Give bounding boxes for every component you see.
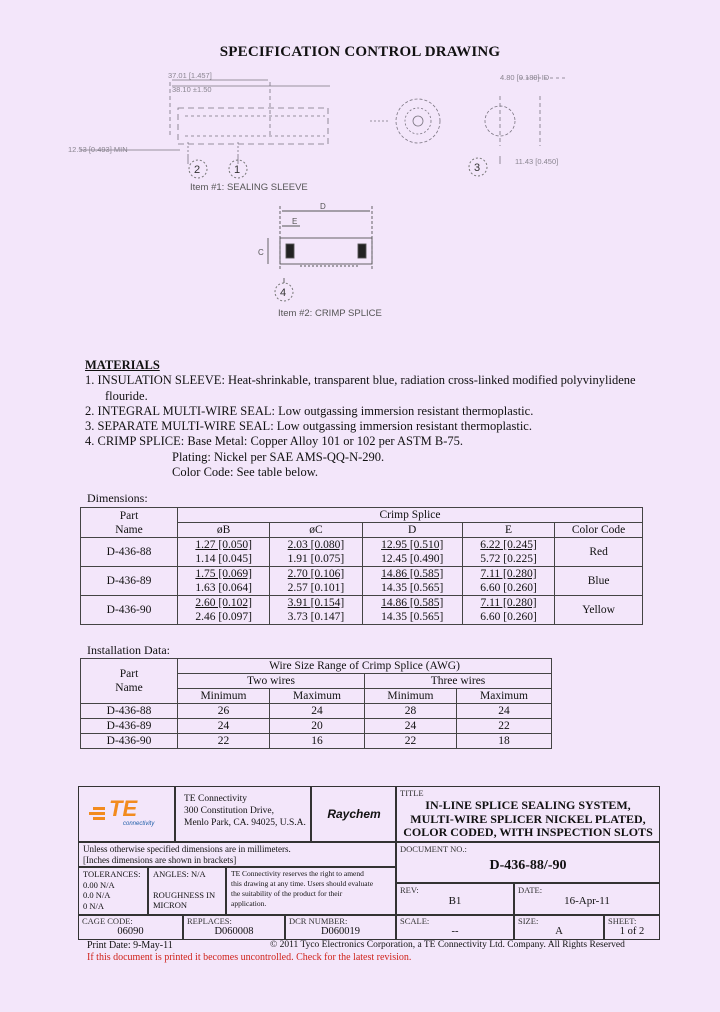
three-wires-header: Three wires [364,674,551,689]
color-code-cell: Blue [555,567,643,596]
tolerance-value: 0 N/A [83,900,105,911]
col-header: Color Code [555,523,643,538]
rev-label: REV: [400,885,419,895]
address-line: Menlo Park, CA. 94025, U.S.A. [184,818,306,828]
col-header: E [462,523,554,538]
address-line: 300 Constitution Drive, [184,806,274,816]
replaces-label: REPLACES: [187,916,232,926]
table-cell: 24 [456,704,551,719]
company-name: TE Connectivity [184,794,248,804]
table-cell: 12.45 [0.490] [362,552,462,567]
scale-value: -- [451,926,459,937]
table-cell: 1.14 [0.045] [178,552,270,567]
copyright: © 2011 Tyco Electronics Corporation, a TE Connectivity Ltd. Company. All Rights Reserved [270,940,625,950]
table-cell: 14.35 [0.565] [362,581,462,596]
part-cell: D-436-89 [81,567,178,596]
print-date: Print Date: 9-May-11 [87,940,173,951]
col-header: øB [178,523,270,538]
table-cell: 2.70 [0.106] [270,567,362,582]
table-cell: 20 [269,719,364,734]
table-cell: 24 [364,719,456,734]
tolerance-value: 0.00 N/A [83,879,115,890]
col-header: Minimum [364,689,456,704]
disclaimer-cell [226,867,396,915]
angles-cell [148,867,226,915]
table-cell: 5.72 [0.225] [462,552,554,567]
table-cell: 16 [269,734,364,749]
item2-caption: Item #2: CRIMP SPLICE [278,308,382,319]
size-label: SIZE: [518,916,539,926]
technical-drawing [60,66,620,326]
table-cell: 14.86 [0.585] [362,567,462,582]
title-line: MULTI-WIRE SPLICER NICKEL PLATED, [410,811,646,826]
crimp-splice-drawing [268,206,372,283]
crimp-dim-d: D [320,202,326,211]
units-note: Unless otherwise specified dimensions are in millimeters. [83,844,291,854]
units-note-cell [78,842,396,867]
disclaimer-line: the suitability of the product for their [231,889,343,898]
dimensions-label: Dimensions: [87,491,148,505]
drawing-title-cell [396,786,660,842]
table-cell: 2.03 [0.080] [270,538,362,553]
crimp-splice-header: Crimp Splice [178,508,643,523]
table-cell: 6.60 [0.260] [462,581,554,596]
material-line: 1. INSULATION SLEEVE: Heat-shrinkable, transparent blue, radiation cross-linked modified polyvinylidene [85,373,636,388]
table-cell: 28 [364,704,456,719]
revision-value: B1 [448,895,462,907]
sheet-cell [604,915,660,940]
dim-right-bottom: 11.43 [0.450] [515,157,559,166]
angles-label: ANGLES: N/A [153,869,206,879]
part-cell: D-436-90 [81,734,178,749]
dimensions-table [80,507,643,625]
date-cell [514,883,660,915]
table-cell: 2.57 [0.101] [270,581,362,596]
te-logo-sub: connectivity [123,821,155,827]
raychem-logo: Raychem [327,807,381,821]
table-cell: 3.91 [0.154] [270,596,362,611]
disclaimer-line: TE Connectivity reserves the right to amend [231,869,364,878]
table-cell: 1.91 [0.075] [270,552,362,567]
callout-1: 1 [234,164,241,176]
table-cell: 6.22 [0.245] [462,538,554,553]
sheet-value: 1 of 2 [619,926,645,937]
units-note: [Inches dimensions are shown in brackets] [83,855,237,865]
cage-label: CAGE CODE: [82,916,133,926]
te-logo-cell [78,786,175,842]
title-line: IN-LINE SPLICE SEALING SYSTEM, [425,798,631,812]
col-header: Maximum [269,689,364,704]
raychem-cell [311,786,396,842]
table-cell: 3.73 [0.147] [270,610,362,625]
size-value: A [555,926,563,937]
scale-label: SCALE: [400,916,430,926]
table-cell: 22 [456,719,551,734]
document-number: D-436-88/-90 [489,858,567,873]
col-header: øC [270,523,362,538]
page-title: SPECIFICATION CONTROL DRAWING [219,44,501,60]
date-value: 16-Apr-11 [564,895,610,907]
sealing-sleeve-drawing [80,78,565,164]
table-cell: 24 [178,719,270,734]
scale-cell [396,915,514,940]
part-name-header: Part Name [81,508,178,538]
table-cell: 24 [269,704,364,719]
tolerance-value: 0.0 N/A [83,890,111,900]
disclaimer-line: this drawing at any time. Users should evaluate [231,879,374,888]
col-header: Maximum [456,689,551,704]
crimp-dim-c: C [258,248,264,257]
table-cell: 22 [178,734,270,749]
part-cell: D-436-89 [81,719,178,734]
date-label: DATE: [518,885,543,895]
material-line: 2. INTEGRAL MULTI-WIRE SEAL: Low outgassing immersion resistant thermoplastic. [85,403,534,418]
material-line: flouride. [105,388,148,403]
table-cell: 1.63 [0.064] [178,581,270,596]
company-address-cell [175,786,311,842]
table-cell: 6.60 [0.260] [462,610,554,625]
color-code-cell: Red [555,538,643,567]
crimp-dim-e: E [292,217,298,226]
col-header: Minimum [178,689,270,704]
materials-section [85,358,645,480]
document-number-cell [396,842,660,883]
dim-left: 12.53 [0.493] MIN [68,145,128,154]
col-header: D [362,523,462,538]
item1-caption: Item #1: SEALING SLEEVE [190,182,308,193]
cage-value: 06090 [117,926,144,937]
table-cell: 2.46 [0.097] [178,610,270,625]
revision-cell [396,883,514,915]
roughness-label: MICRON [153,900,188,910]
cage-code-cell [78,915,183,940]
part-name-header: Part Name [81,659,178,704]
uncontrolled-warning: If this document is printed it becomes uncontrolled. Check for the latest revision. [87,952,412,963]
two-wires-header: Two wires [178,674,365,689]
dcr-label: DCR NUMBER: [289,916,348,926]
part-cell: D-436-88 [81,704,178,719]
part-cell: D-436-90 [81,596,178,625]
table-cell: 1.27 [0.050] [178,538,270,553]
material-line: 4. CRIMP SPLICE: Base Metal: Copper Alloy 101 or 102 per ASTM B-75. [85,434,464,449]
dcr-number-cell [285,915,396,940]
tolerances-cell [78,867,148,915]
size-cell [514,915,604,940]
replaces-value: D060008 [214,926,254,937]
color-code-cell: Yellow [555,596,643,625]
materials-heading: MATERIALS [85,358,160,372]
material-line: 3. SEPARATE MULTI-WIRE SEAL: Low outgassing immersion resistant thermoplastic. [85,419,532,434]
doc-label: DOCUMENT NO.: [400,844,467,854]
table-cell: 12.95 [0.510] [362,538,462,553]
disclaimer-line: application. [231,899,267,908]
dim-top-2: 38.10 ±1.50 [172,85,212,94]
part-cell: D-436-88 [81,538,178,567]
dim-right-top: 4.80 [0.189] ID [500,73,550,82]
roughness-label: ROUGHNESS IN [153,889,216,900]
table-cell: 26 [178,704,270,719]
table-cell: 14.35 [0.565] [362,610,462,625]
installation-table [80,658,552,749]
drawing-title [397,799,659,840]
table-cell: 18 [456,734,551,749]
title-label: TITLE [400,788,424,798]
sheet-label: SHEET: [608,916,637,926]
dcr-value: D060019 [320,926,361,937]
table-cell: 1.75 [0.069] [178,567,270,582]
installation-label: Installation Data: [87,643,170,657]
tolerances-label: TOLERANCES: [83,869,141,879]
material-line: Plating: Nickel per SAE AMS-QQ-N-290. [172,449,385,464]
callout-3: 3 [474,162,481,174]
material-line: Color Code: See table below. [172,465,319,480]
table-cell: 7.11 [0.280] [462,567,554,582]
table-cell: 2.60 [0.102] [178,596,270,611]
callout-2: 2 [194,164,201,176]
title-line: COLOR CODED, WITH INSPECTION SLOTS [403,825,653,839]
te-logo-text: TE [109,796,138,821]
replaces-cell [183,915,285,940]
table-cell: 7.11 [0.280] [462,596,554,611]
dim-top-1: 37.01 [1.457] [168,71,212,80]
table-cell: 14.86 [0.585] [362,596,462,611]
table-cell: 22 [364,734,456,749]
callout-4: 4 [280,287,287,299]
wire-range-header: Wire Size Range of Crimp Splice (AWG) [178,659,552,674]
